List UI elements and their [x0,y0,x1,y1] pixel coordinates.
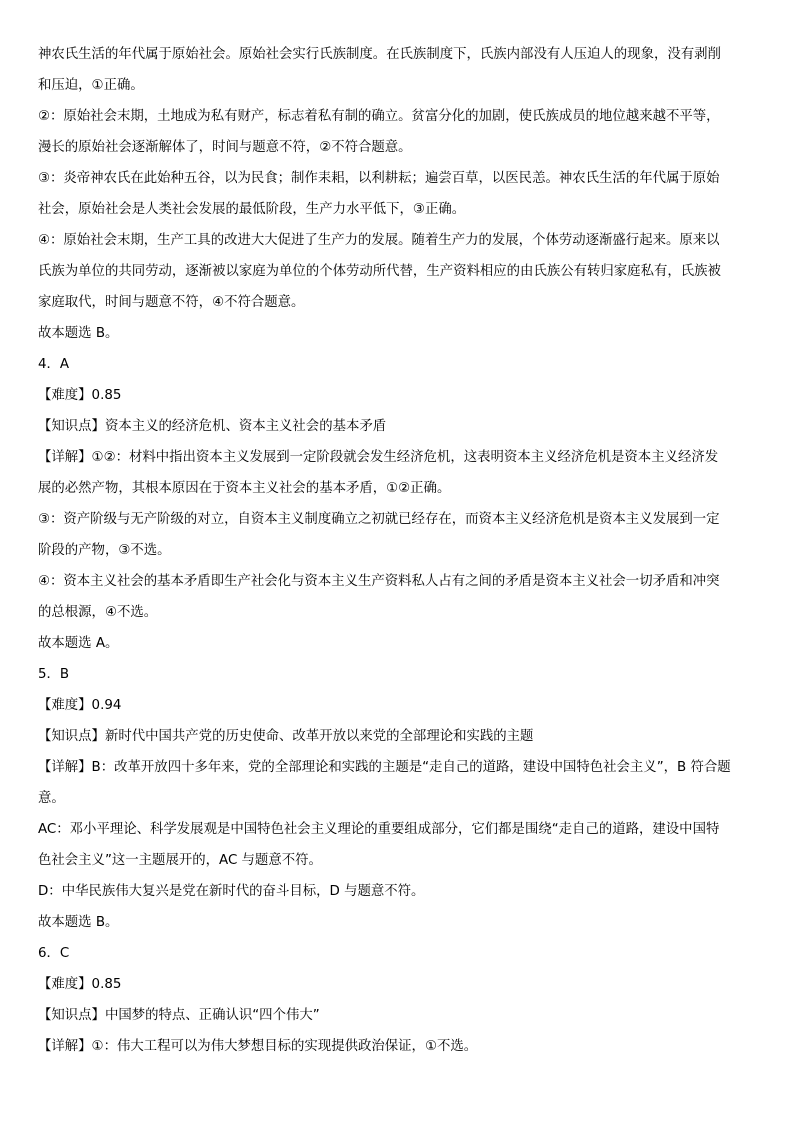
text-line: 和压迫，①正确。 [38,78,144,93]
knowledge-point-line: 【知识点】资本主义的经济危机、资本主义社会的基本矛盾 [38,419,387,434]
document-page [38,39,760,1062]
text-line: 社会，原始社会是人类社会发展的最低阶段，生产力水平低下，③正确。 [38,202,466,217]
text-line: ②：原始社会末期，土地成为私有财产，标志着私有制的确立。贫富分化的加剧，使氏族成员的地位越来越不平等， [38,109,720,124]
answer-line: 故本题选 B。 [38,326,119,341]
text-line: ④：资本主义社会的基本矛盾即生产社会化与资本主义生产资料私人占有之间的矛盾是资本主义社会一切矛盾和冲突 [38,574,720,589]
difficulty-line: 【难度】0.94 [38,698,122,713]
answer-line: 故本题选 B。 [38,915,119,930]
explanation-line: 【详解】B：改革开放四十多年来，党的全部理论和实践的主题是“走自己的道路，建设中国特色社会主义”，B 符合题 [38,760,731,775]
text-line: 色社会主义”这一主题展开的，AC 与题意不符。 [38,853,322,868]
text-line: D：中华民族伟大复兴是党在新时代的奋斗目标，D 与题意不符。 [38,884,425,899]
question-number: 6．C [38,946,70,961]
knowledge-point-line: 【知识点】新时代中国共产党的历史使命、改革开放以来党的全部理论和实践的主题 [38,729,534,744]
answer-line: 故本题选 A。 [38,636,119,651]
explanation-line: 【详解】①：伟大工程可以为伟大梦想目标的实现提供政治保证，①不选。 [38,1039,478,1054]
text-line: 氏族为单位的共同劳动，逐渐被以家庭为单位的个体劳动所代替，生产资料相应的由氏族公有转归家庭私有，氏族被 [38,264,721,279]
text-line: 展的必然产物，其根本原因在于资本主义社会的基本矛盾，①②正确。 [38,481,451,496]
question-number: 5．B [38,667,70,682]
text-line: 神农氏生活的年代属于原始社会。原始社会实行氏族制度。在氏族制度下，氏族内部没有人压迫人的现象，没有剥削 [38,47,721,62]
text-line: ④：原始社会末期，生产工具的改进大大促进了生产力的发展。随着生产力的发展，个体劳动逐渐盛行起来。原来以 [38,233,720,248]
text-line: 意。 [38,791,65,806]
knowledge-point-line: 【知识点】中国梦的特点、正确认识“四个伟大” [38,1008,320,1023]
difficulty-line: 【难度】0.85 [38,388,122,403]
difficulty-line: 【难度】0.85 [38,977,122,992]
question-number: 4．A [38,357,70,372]
explanation-line: 【详解】①②：材料中指出资本主义发展到一定阶段就会发生经济危机，这表明资本主义经济危机是资本主义经济发 [38,450,719,465]
text-line: 阶段的产物，③不选。 [38,543,171,558]
text-line: ③：资产阶级与无产阶级的对立，自资本主义制度确立之初就已经存在，而资本主义经济危机是资本主义发展到一定 [38,512,720,527]
text-line: AC：邓小平理论、科学发展观是中国特色社会主义理论的重要组成部分，它们都是围绕“走自己的道路，建设中国特 [38,822,720,837]
text-line: ③：炎帝神农氏在此始种五谷，以为民食；制作耒耜，以利耕耘；遍尝百草，以医民恙。神农氏生活的年代属于原始 [38,171,720,186]
text-line: 漫长的原始社会逐渐解体了，时间与题意不符，②不符合题意。 [38,140,412,155]
text-line: 家庭取代，时间与题意不符，④不符合题意。 [38,295,305,310]
text-line: 的总根源，④不选。 [38,605,158,620]
